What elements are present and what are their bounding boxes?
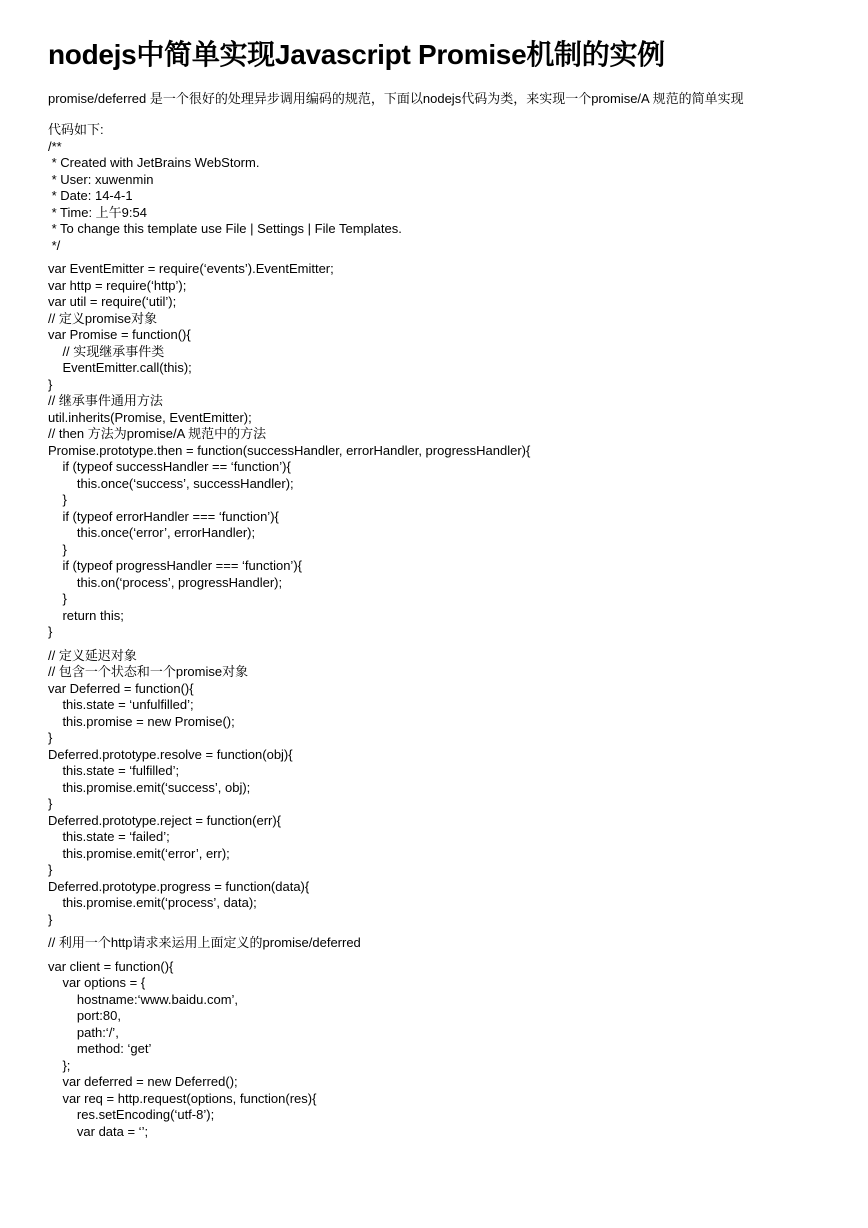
code-line: // then 方法为promise/A 规范中的方法 — [48, 426, 267, 441]
code-line: } — [48, 730, 53, 745]
code-line: } — [48, 541, 67, 557]
code-line — [48, 928, 530, 935]
code-line: port:80, — [48, 1008, 121, 1023]
code-line: this.promise.emit(‘process’, data); — [48, 895, 257, 910]
code-line: * Created with JetBrains WebStorm. — [48, 155, 260, 170]
code-line: }; — [48, 1057, 71, 1073]
code-line: var deferred = new Deferred(); — [48, 1074, 238, 1089]
code-line: if (typeof successHandler == ‘function’){ — [48, 459, 291, 474]
code-line: this.state = ‘failed’; — [48, 829, 170, 844]
code-line: this.state = ‘fulfilled’; — [48, 763, 180, 778]
code-line — [48, 641, 530, 648]
code-line: if (typeof progressHandler === ‘function’){ — [48, 558, 302, 573]
code-line: * To change this template use File | Settings | File Templates. — [48, 221, 402, 236]
code-line: if (typeof errorHandler === ‘function’){ — [48, 508, 279, 524]
code-line: } — [48, 376, 53, 392]
code-line: // 利用一个http请求来运用上面定义的promise/deferred — [48, 935, 361, 950]
code-line: var client = function(){ — [48, 958, 174, 974]
code-line: var Promise = function(){ — [48, 327, 191, 342]
code-line: * Date: 14-4-1 — [48, 188, 133, 203]
code-line: /** — [48, 138, 62, 154]
code-line: */ — [48, 237, 61, 253]
code-line: var Deferred = function(){ — [48, 680, 194, 696]
code-line: } — [48, 492, 67, 507]
code-line: this.promise.emit(‘error’, err); — [48, 845, 230, 861]
code-line: this.state = ‘unfulfilled’; — [48, 697, 194, 712]
code-line: path:‘/’, — [48, 1024, 119, 1040]
code-line: method: ‘get’ — [48, 1041, 152, 1056]
code-line: Promise.prototype.then = function(successHandler, errorHandler, progressHandler){ — [48, 442, 531, 458]
code-line: // 继承事件通用方法 — [48, 393, 163, 408]
code-lines — [48, 139, 530, 1141]
code-line: } — [48, 591, 67, 606]
code-line: // 包含一个状态和一个promise对象 — [48, 664, 249, 679]
code-line: var util = require(‘util’); — [48, 294, 177, 309]
code-line: } — [48, 796, 53, 811]
code-line — [48, 254, 530, 261]
code-line: Deferred.prototype.progress = function(data){ — [48, 878, 310, 894]
code-label: 代码如下: — [48, 122, 104, 137]
code-line: var req = http.request(options, function(res){ — [48, 1090, 317, 1106]
code-block — [48, 122, 530, 1140]
code-line: // 实现继承事件类 — [48, 343, 165, 359]
code-line: this.once(‘success’, successHandler); — [48, 475, 294, 491]
code-line: this.promise.emit(‘success’, obj); — [48, 779, 251, 795]
code-line: hostname:‘www.baidu.com’, — [48, 991, 239, 1007]
page-title: nodejs中简单实现Javascript Promise机制的实例 — [48, 39, 665, 70]
code-line: return this; — [48, 607, 124, 623]
code-line: res.setEncoding(‘utf-8’); — [48, 1107, 215, 1122]
code-line — [48, 952, 530, 959]
code-line: Deferred.prototype.resolve = function(obj){ — [48, 746, 293, 762]
code-line: var data = ‘’; — [48, 1123, 149, 1139]
code-line: var http = require(‘http’); — [48, 277, 187, 293]
code-line: this.promise = new Promise(); — [48, 713, 235, 729]
code-line: Deferred.prototype.reject = function(err){ — [48, 812, 282, 828]
code-line: } — [48, 624, 53, 639]
code-line: } — [48, 862, 53, 877]
code-line: } — [48, 911, 53, 927]
code-line: util.inherits(Promise, EventEmitter); — [48, 409, 252, 425]
code-line: var EventEmitter = require(‘events’).EventEmitter; — [48, 261, 334, 276]
intro-paragraph: promise/deferred 是一个很好的处理异步调用编码的规范，下面以nodejs代码为类，来实现一个promise/A 规范的简单实现 — [48, 91, 744, 106]
code-line: // 定义promise对象 — [48, 310, 158, 326]
code-line: this.once(‘error’, errorHandler); — [48, 525, 256, 540]
code-line: EventEmitter.call(this); — [48, 360, 192, 375]
code-line: * Time: 上午9:54 — [48, 204, 147, 220]
code-line: * User: xuwenmin — [48, 171, 154, 187]
code-line: this.on(‘process’, progressHandler); — [48, 574, 283, 590]
code-line: // 定义延迟对象 — [48, 647, 137, 663]
code-line: var options = { — [48, 975, 146, 990]
